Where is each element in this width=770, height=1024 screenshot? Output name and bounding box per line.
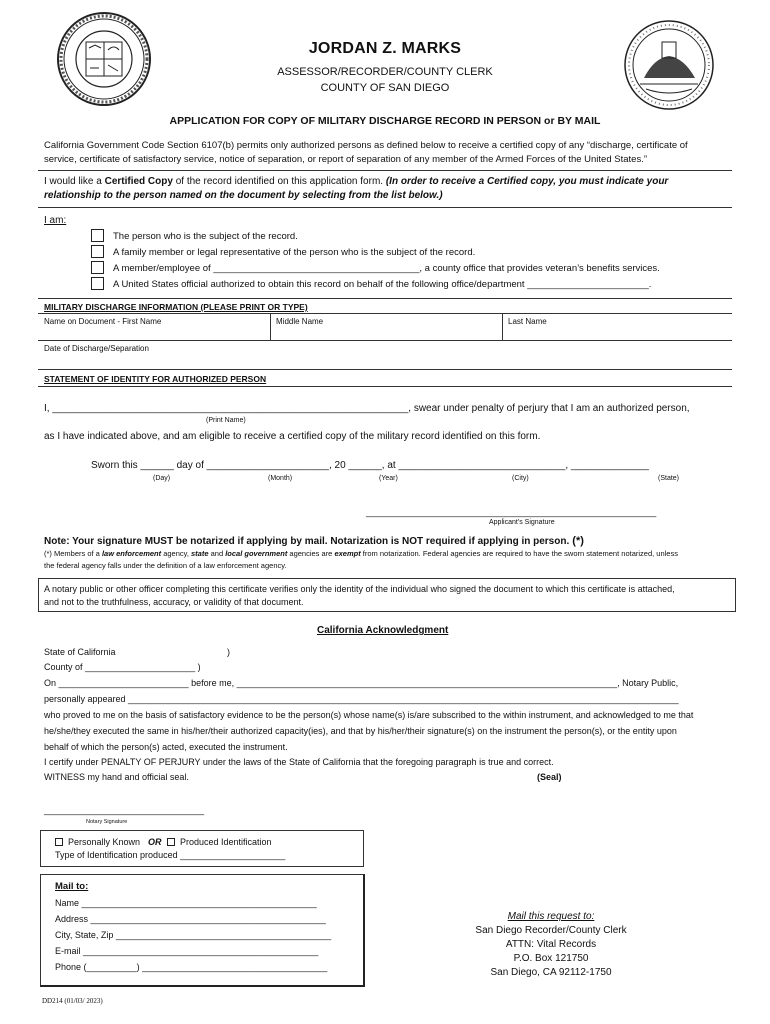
year-caption: (Year): [379, 475, 398, 482]
ack-proved-line: he/she/they executed the same in his/her/their authorized capacity(ies), and that by his/her/their signature(s) on the instrument the person(s), or the entity upon: [44, 726, 677, 736]
mail-request-block: [446, 910, 656, 980]
option-us-official-label: A United States official authorized to obtain this record on behalf of the following office/department _______________________.: [113, 279, 652, 290]
table-top-rule: [38, 313, 732, 314]
ack-personally-appeared: personally appeared ______________________________________________________________________________________________________________: [44, 694, 679, 704]
notarization-note-text: Note: Your signature MUST be notarized if applying by mail. Notarization is NOT required if applying in person.: [44, 536, 570, 547]
column-divider: [270, 313, 271, 340]
or-label: OR: [148, 837, 162, 847]
middle-name-field[interactable]: [276, 326, 498, 339]
divider: [38, 369, 732, 370]
option-family-label: A family member or legal representative of the person who is the subject of the record.: [113, 247, 476, 258]
sworn-line: Sworn this ______ day of ______________________, 20 ______, at ______________________________, ______________: [91, 460, 649, 471]
day-caption: (Day): [153, 475, 171, 482]
eligible-line: as I have indicated above, and am eligible to receive a certified copy of the military record identified on this form.: [44, 431, 541, 442]
mail-phone-field[interactable]: Phone (__________) _____________________________________: [55, 962, 328, 972]
exemption-text: and: [208, 549, 226, 558]
exemption-text: local government: [225, 549, 288, 558]
acknowledgment-heading: California Acknowledgment: [317, 625, 449, 636]
first-name-label: Name on Document - First Name: [44, 317, 162, 326]
ack-proved-line: who proved to me on the basis of satisfactory evidence to be the person(s) whose name(s) is/are subscribed to the within instrument, and acknowledged to me that: [44, 710, 694, 720]
mail-request-line: San Diego Recorder/County Clerk: [475, 925, 627, 936]
exemption-text: exempt: [334, 549, 361, 558]
last-name-label: Last Name: [508, 317, 547, 326]
personally-known-checkbox[interactable]: [55, 838, 63, 846]
military-info-heading: MILITARY DISCHARGE INFORMATION (PLEASE PRINT OR TYPE): [44, 302, 308, 312]
notary-notice-line: and not to the truthfulness, accuracy, or validity of that document.: [44, 597, 304, 607]
first-name-field[interactable]: [44, 326, 266, 339]
divider: [38, 170, 732, 171]
option-subject-label: The person who is the subject of the record.: [113, 231, 298, 242]
notary-notice-line: A notary public or other officer completing this certificate verifies only the identity of the individual who signed the document to which this certificate is attached,: [44, 584, 675, 594]
notarization-note: [44, 535, 584, 548]
notary-signature-line[interactable]: ________________________________: [44, 805, 205, 815]
notary-signature-caption: Notary Signature: [86, 819, 128, 825]
option-us-official-checkbox[interactable]: [91, 277, 104, 290]
ack-state: State of California: [44, 647, 116, 657]
statement-heading: STATEMENT OF IDENTITY FOR AUTHORIZED PERSON: [44, 374, 267, 384]
exemption-text: (*) Members of a: [44, 549, 102, 558]
notarization-star: (*): [569, 535, 584, 547]
request-emphasis: (In order to receive a Certified copy, you must indicate your: [385, 176, 669, 187]
divider: [38, 386, 732, 387]
discharge-date-label: Date of Discharge/Separation: [44, 344, 149, 353]
form-id: DD214 (01/03/ 2023): [42, 997, 103, 1005]
request-line-2: relationship to the person named on the document by selecting from the list below.): [44, 190, 443, 201]
request-part2: of the record identified on this application form.: [172, 176, 386, 187]
assessor-name: JORDAN Z. MARKS: [308, 40, 462, 57]
produced-id-label: Produced Identification: [180, 837, 272, 847]
ack-certify: I certify under PENALTY OF PERJURY under the laws of the State of California that the foregoing paragraph is true and correct.: [44, 757, 554, 767]
month-caption: (Month): [268, 475, 293, 482]
id-type-line[interactable]: Type of Identification produced _____________________: [55, 850, 286, 860]
county-name: COUNTY OF SAN DIEGO: [320, 82, 450, 94]
divider: [38, 298, 732, 299]
exemption-text: from notarization. Federal agencies are required to have the sworn statement notarized, unless: [360, 549, 678, 558]
option-subject-checkbox[interactable]: [91, 229, 104, 242]
ack-witness: WITNESS my hand and official seal.: [44, 772, 189, 782]
exemption-text: law enforcement: [101, 549, 162, 558]
mail-request-heading: Mail this request to:: [507, 911, 595, 922]
mail-request-line: San Diego, CA 92112-1750: [490, 967, 612, 978]
last-name-field[interactable]: [508, 326, 730, 339]
option-county-employee-label: A member/employee of _______________________________________, a county office that provides veteran’s benefits services.: [113, 263, 660, 274]
ack-proved-line: behalf of which the person(s) acted, executed the instrument.: [44, 742, 288, 752]
mail-to-heading: Mail to:: [55, 881, 89, 892]
state-caption: (State): [658, 475, 680, 482]
request-line-1: [44, 176, 668, 188]
mail-address-field[interactable]: Address _______________________________________________: [55, 914, 326, 924]
option-county-employee-checkbox[interactable]: [91, 261, 104, 274]
intro-line: California Government Code Section 6107(b) permits only authorized persons as defined below to receive a certified copy of any “discharge, certificate of: [44, 140, 688, 151]
table-rule: [38, 340, 732, 341]
mail-email-field[interactable]: E-mail _______________________________________________: [55, 946, 319, 956]
print-name-caption: (Print Name): [206, 417, 246, 424]
mail-request-line: P.O. Box 121750: [513, 953, 589, 964]
swear-line: I, ________________________________________________________________, swear under penalty of perjury that I am an authorized person,: [44, 403, 690, 414]
exemption-text: agencies are: [287, 549, 335, 558]
i-am-label: I am:: [44, 215, 67, 226]
exemption-text: agency,: [161, 549, 192, 558]
applicant-signature-caption: Applicant’s Signature: [489, 519, 555, 526]
ack-seal: (Seal): [537, 772, 562, 782]
mail-city-field[interactable]: City, State, Zip ___________________________________________: [55, 930, 332, 940]
mail-request-line: ATTN: Vital Records: [505, 939, 597, 950]
exemption-line-2: the federal agency falls under the definition of a law enforcement agency.: [44, 561, 287, 570]
office-title: ASSESSOR/RECORDER/COUNTY CLERK: [277, 66, 493, 78]
divider: [38, 207, 732, 208]
intro-line: service, certificate of satisfactory service, notice of separation, or report of separation of any member of the Armed Forces of the United States.”: [44, 154, 647, 165]
exemption-text: state: [191, 549, 209, 558]
ack-on-line: On __________________________ before me, ____________________________________________________________________________, Notary Public,: [44, 678, 679, 688]
column-divider: [502, 313, 503, 340]
applicant-signature-line[interactable]: __________________________________________________________: [366, 507, 657, 517]
ack-state-paren: ): [227, 647, 230, 657]
city-caption: (City): [512, 475, 529, 482]
ack-county: County of ______________________ ): [44, 662, 201, 672]
personally-known-label: Personally Known: [68, 837, 141, 847]
request-part1: I would like a: [44, 176, 105, 187]
discharge-date-field[interactable]: [44, 354, 730, 366]
produced-id-checkbox[interactable]: [167, 838, 175, 846]
exemption-line: [44, 548, 678, 560]
certified-copy-label: Certified Copy: [104, 176, 173, 187]
mail-name-field[interactable]: Name _______________________________________________: [55, 898, 317, 908]
form-title: APPLICATION FOR COPY OF MILITARY DISCHARGE RECORD IN PERSON or BY MAIL: [169, 115, 601, 127]
middle-name-label: Middle Name: [276, 317, 324, 326]
option-family-checkbox[interactable]: [91, 245, 104, 258]
